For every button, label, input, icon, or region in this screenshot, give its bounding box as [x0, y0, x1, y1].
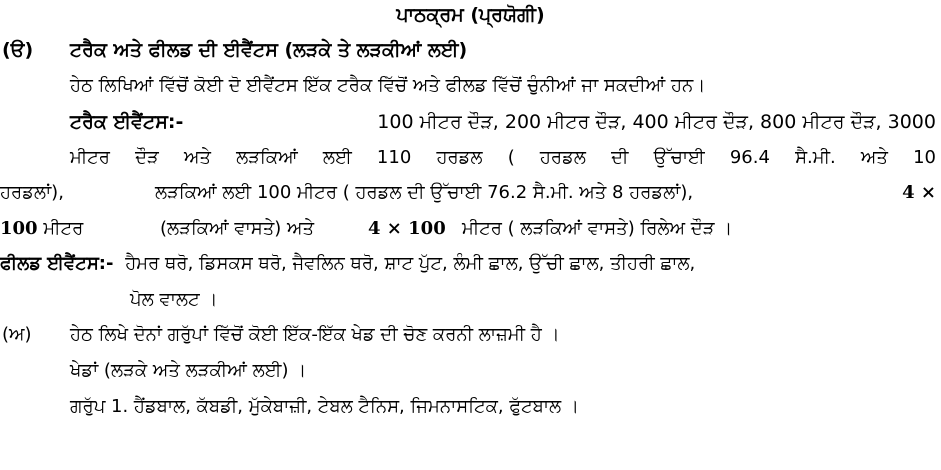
- track-events-text-3a: ਹਰਡਲਾਂ),: [0, 182, 64, 203]
- track-events-text-4c: (ਲੜਕਿਆਂ ਵਾਸਤੇ) ਅਤੇ: [160, 218, 315, 239]
- games-line: ਖੇਡਾਂ (ਲੜਕੇ ਅਤੇ ਲੜਕੀਆਂ ਲਈ) ।: [70, 360, 307, 381]
- track-events-text-4d: 4 × 100: [368, 218, 446, 239]
- field-events-line-2: ਪੋਲ ਵਾਲਟ ।: [130, 289, 218, 310]
- field-events-line-1: [0, 251, 695, 277]
- section-a-heading: ਟਰੈਕ ਅਤੇ ਫੀਲਡ ਦੀ ਈਵੈਂਟਸ (ਲੜਕੇ ਤੇ ਲੜਕੀਆਂ ਲਈ): [70, 39, 468, 61]
- section-a-marker: (ੳ): [2, 39, 34, 61]
- section-b-marker: (ਅ): [2, 324, 32, 345]
- group-1-line: ਗਰੁੱਪ 1. ਹੈਂਡਬਾਲ, ਕੱਬਡੀ, ਮੁੱਕੇਬਾਜ਼ੀ, ਟੇਬਲ ਟੈਨਿਸ, ਜਿਮਨਾਸਟਿਕ, ਫੁੱਟਬਾਲ ।: [70, 396, 580, 417]
- track-events-text-1: 100 ਮੀਟਰ ਦੌੜ, 200 ਮੀਟਰ ਦੌੜ, 400 ਮੀਟਰ ਦੌੜ, 800 ਮੀਟਰ ਦੌੜ, 3000: [377, 111, 936, 133]
- page-title: ਪਾਠਕ੍ਰਮ (ਪ੍ਰਯੋਗੀ): [396, 4, 545, 26]
- track-events-text-3c: 4 ×: [902, 182, 936, 203]
- section-a-intro: ਹੇਠ ਲਿਖਿਆਂ ਵਿੱਚੋਂ ਕੋਈ ਦੋ ਈਵੈਂਟਸ ਇੱਕ ਟਰੈਕ ਵਿੱਚੋਂ ਅਤੇ ਫੀਲਡ ਵਿੱਚੋਂ ਚੁੰਨੀਆਂ ਜਾ ਸਕਦੀਆਂ ਹਨ।: [70, 75, 706, 96]
- track-events-text-3b: ਲੜਕਿਆਂ ਲਈ 100 ਮੀਟਰ ( ਹਰਡਲ ਦੀ ਉੱਚਾਈ 76.2 ਸੈ.ਮੀ. ਅਤੇ 8 ਹਰਡਲਾਂ),: [155, 182, 694, 203]
- track-events-line-3: [0, 180, 936, 206]
- section-b-text: ਹੇਠ ਲਿਖੇ ਦੋਨਾਂ ਗਰੁੱਪਾਂ ਵਿੱਚੋਂ ਕੋਈ ਇੱਕ-ਇੱਕ ਖੇਡ ਦੀ ਚੋਣ ਕਰਨੀ ਲਾਜ਼ਮੀ ਹੈ ।: [70, 324, 560, 345]
- track-events-text-4a: 100: [0, 218, 38, 239]
- field-events-label: ਫੀਲਡ ਈਵੈਂਟਸ:-: [0, 253, 114, 274]
- track-events-line-2: ਮੀਟਰ ਦੌੜ ਅਤੇ ਲੜਕਿਆਂ ਲਈ 110 ਹਰਡਲ ( ਹਰਡਲ ਦੀ ਉੱਚਾਈ 96.4 ਸੈ.ਮੀ. ਅਤੇ 10: [70, 147, 936, 168]
- track-events-label: ਟਰੈਕ ਈਵੈਂਟਸ:-: [70, 111, 184, 133]
- track-events-text-4b: ਮੀਟਰ: [43, 218, 84, 239]
- track-events-line-1: [70, 109, 936, 135]
- track-events-line-4: [0, 216, 733, 242]
- field-events-text-1: ਹੈਮਰ ਥਰੋ, ਡਿਸਕਸ ਥਰੋ, ਜੈਵਲਿਨ ਥਰੋ, ਸ਼ਾਟ ਪੁੱਟ, ਲੰਮੀ ਛਾਲ, ਉੱਚੀ ਛਾਲ, ਤੀਹਰੀ ਛਾਲ,: [125, 253, 696, 274]
- track-events-text-4e: ਮੀਟਰ ( ਲੜਕਿਆਂ ਵਾਸਤੇ) ਰਿਲੇਅ ਦੌੜ ।: [462, 218, 733, 239]
